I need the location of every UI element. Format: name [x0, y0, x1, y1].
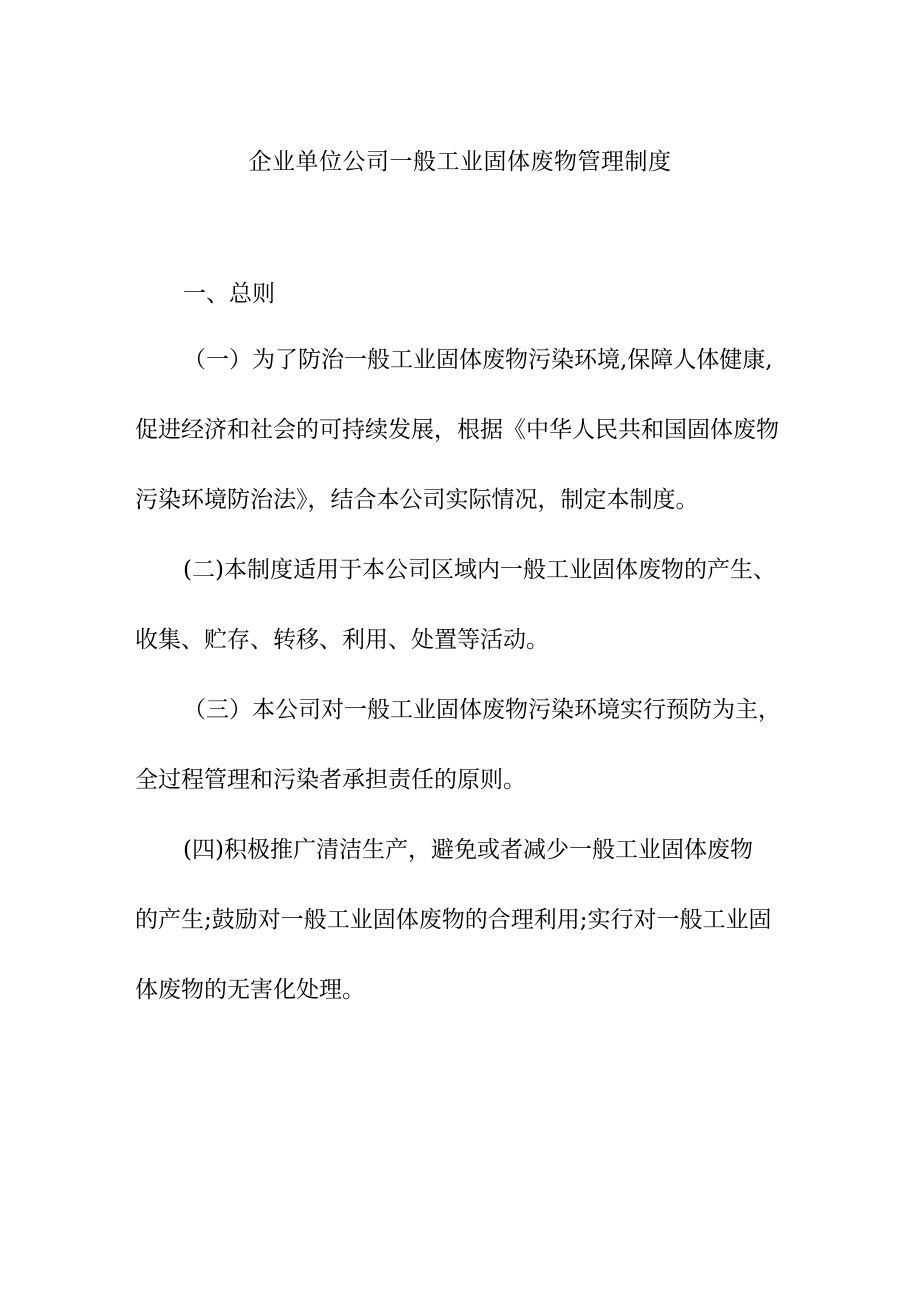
paragraph-4-line-3: 体废物的无害化处理。 [135, 977, 365, 1003]
paragraph-4-line-1: (四)积极推广清洁生产，避免或者减少一般工业固体废物 [183, 837, 753, 863]
paragraph-3-line-1: （三）本公司对一般工业固体废物污染环境实行预防为主， [183, 697, 781, 723]
section-heading: 一、总则 [183, 281, 275, 307]
paragraph-1-line-1: （一）为了防治一般工业固体废物污染环境,保障人体健康, [183, 347, 773, 373]
paragraph-3-line-2: 全过程管理和污染者承担责任的原则。 [135, 767, 526, 793]
paragraph-1-line-2: 促进经济和社会的可持续发展，根据《中华人民共和国固体废物 [135, 417, 779, 443]
paragraph-1-line-3: 污染环境防治法》，结合本公司实际情况，制定本制度。 [135, 487, 699, 513]
paragraph-4-line-2: 的产生;鼓励对一般工业固体废物的合理利用;实行对一般工业固 [135, 907, 772, 933]
paragraph-2-line-1: (二)本制度适用于本公司区域内一般工业固体废物的产生、 [183, 557, 776, 583]
document-title: 企业单位公司一般工业固体废物管理制度 [248, 149, 672, 175]
paragraph-2-line-2: 收集、贮存、转移、利用、处置等活动。 [135, 627, 549, 653]
